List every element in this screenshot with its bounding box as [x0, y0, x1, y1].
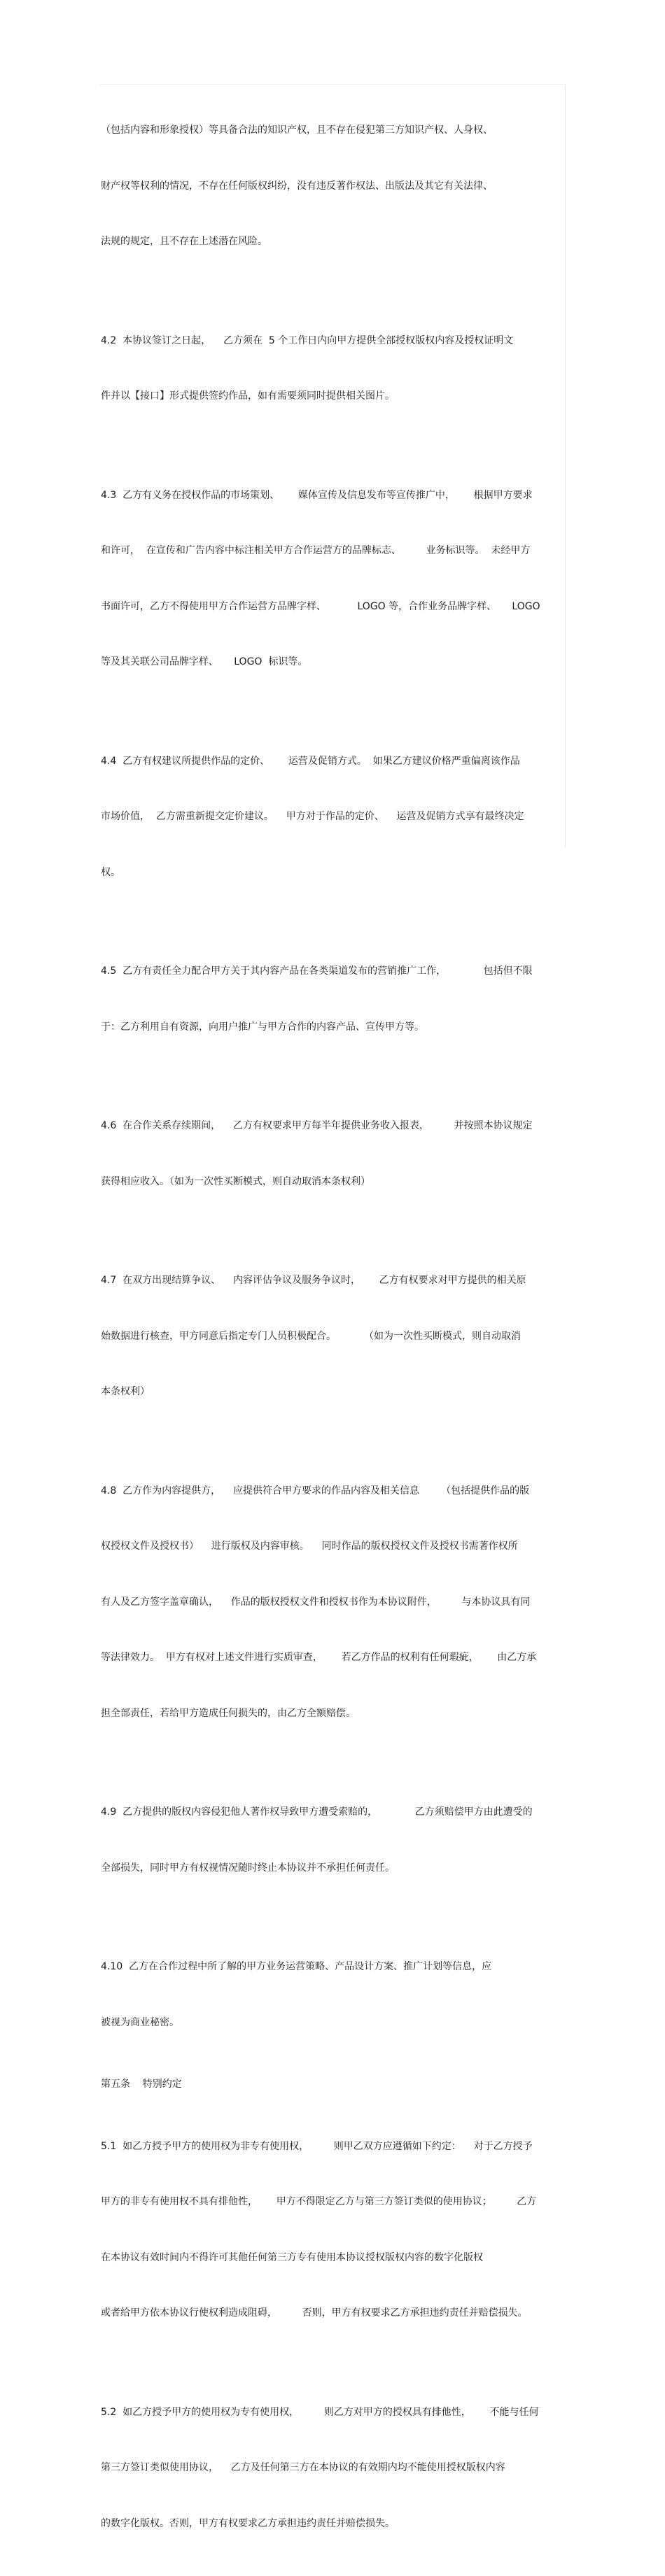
text-line: 权。 [101, 866, 120, 878]
clause-4-10 [101, 1920, 566, 2069]
clause-4-6 [101, 1080, 566, 1228]
text-line: 4.9 乙方提供的版权内容侵犯他人著作权导致甲方遭受索赔的， 乙方须赔偿甲方由此遭受的 [101, 1806, 533, 1818]
text-line: 法规的规定，且不存在上述潜在风险。 [101, 236, 267, 247]
text-line: （包括内容和形象授权）等具备合法的知识产权，且不存在侵犯第三方知识产权、人身权、 [101, 125, 493, 136]
clause-5-1 [101, 2100, 566, 2360]
text-line: 4.3 乙方有义务在授权作品的市场策划、 媒体宣传及信息发布等宣传推广中， 根据甲方要求 [101, 489, 533, 501]
text-line: 等法律效力。 甲方有权对上述文件进行实质审查， 若乙方作品的权利有任何瑕疵， 由乙方承 [101, 1652, 537, 1663]
text-line: 权授权文件及授权书） 进行版权及内容审核。 同时作品的版权授权文件及授权书需著作权所 [101, 1541, 518, 1552]
clause-4-8 [101, 1445, 566, 1760]
text-line: 在本协议有效时间内不得许可其他任何第三方专有使用本协议授权版权内容的数字化版权 [101, 2251, 483, 2263]
text-line: 于：乙方利用自有资源，向用户推广与甲方合作的内容产品、宣传甲方等。 [101, 1021, 424, 1033]
text-line: 4.5 乙方有责任全力配合甲方关于其内容产品在各类渠道发布的营销推广工作， 包括但不限 [101, 965, 533, 977]
clause-5-2 [101, 2366, 566, 2570]
text-line: 和许可， 在宣传和广告内容中标注相关甲方合作运营方的品牌标志、 业务标识等。 未经甲方 [101, 545, 531, 556]
article-5-heading: 第五条 特别约定 [101, 2079, 182, 2090]
text-line: 财产权等权利的情况，不存在任何版权纠纷，没有违反著作权法、出版法及其它有关法律、 [101, 180, 493, 192]
text-line: 4.8 乙方作为内容提供方， 应提供符合甲方要求的作品内容及相关信息 （包括提供作品的版 [101, 1485, 530, 1496]
clause-4-3 [101, 449, 566, 709]
text-line: 市场价值， 乙方需重新提交定价建议。 甲方对于作品的定价、 运营及促销方式享有最终决定 [101, 811, 524, 822]
text-line: 或者给甲方依本协议行使权利造成阻碍， 否则，甲方有权要求乙方承担违约责任并赔偿损失。 [101, 2307, 528, 2319]
text-line: 始数据进行核查，甲方同意后指定专门人员积极配合。 （如为一次性买断模式，则自动取消 [101, 1330, 522, 1342]
text-line: 4.4 乙方有权建议所提供作品的定价、 运营及促销方式。 如果乙方建议价格严重偏离该作品 [101, 755, 520, 767]
text-line: 4.10 乙方在合作过程中所了解的甲方业务运营策略、产品设计方案、推广计划等信息，应 [101, 1961, 492, 1972]
clause-4-9 [101, 1766, 566, 1914]
text-line: 本条权利） [101, 1386, 150, 1397]
text-line: 担全部责任，若给甲方造成任何损失的，由乙方全额赔偿。 [101, 1707, 356, 1719]
text-line: 被视为商业秘密。 [101, 2016, 179, 2028]
text-line: 甲方的非专有使用权不具有排他性， 甲方不得限定乙方与第三方签订类似的使用协议； 乙方 [101, 2196, 537, 2207]
text-line: 4.7 在双方出现结算争议、 内容评估争议及服务争议时， 乙方有权要求对甲方提供的相关原 [101, 1275, 526, 1286]
text-line: 第三方签订类似使用协议， 乙方及任何第三方在本协议的有效期内均不能使用授权版权内容 [101, 2462, 505, 2473]
text-line: 5.1 如乙方授予甲方的使用权为非专有使用权， 则甲乙双方应遵循如下约定： 对于乙方授予 [101, 2140, 533, 2152]
document-body [101, 84, 566, 2576]
clause-4-7 [101, 1234, 566, 1438]
text-line: 等及其关联公司品牌字样、 LOGO 标识等。 [101, 656, 308, 667]
text-line: 4.6 在合作关系存续期间， 乙方有权要求甲方每半年提供业务收入报表， 并按照本协议规定 [101, 1120, 533, 1131]
text-line: 件并以【接口】形式提供签约作品，如有需要须同时提供相关图片。 [101, 390, 395, 402]
text-line: 4.2 本协议签订之日起， 乙方须在 5 个工作日内向甲方提供全部授权版权内容及授权证明文 [101, 334, 514, 346]
text-line: 5.2 如乙方授予甲方的使用权为专有使用权， 则乙方对甲方的授权具有排他性， 不能与任何 [101, 2406, 539, 2418]
text-line: 获得相应收入。（如为一次性买断模式，则自动取消本条权利） [101, 1175, 370, 1187]
text-line: 有人及乙方签字盖章确认， 作品的版权授权文件和授权书作为本协议附件， 与本协议具有同 [101, 1596, 531, 1608]
clause-4-5 [101, 925, 566, 1073]
clause-4-4 [101, 715, 566, 919]
text-line: 的数字化版权。否则，甲方有权要求乙方承担违约责任并赔偿损失。 [101, 2517, 395, 2529]
text-line: 书面许可，乙方不得使用甲方合作运营方品牌字样、 LOGO 等，合作业务品牌字样、 LOGO [101, 600, 540, 612]
clause-4-2 [101, 295, 566, 443]
paragraph-intro [101, 84, 566, 288]
text-line: 全部损失，同时甲方有权视情况随时终止本协议并不承担任何责任。 [101, 1862, 395, 1874]
